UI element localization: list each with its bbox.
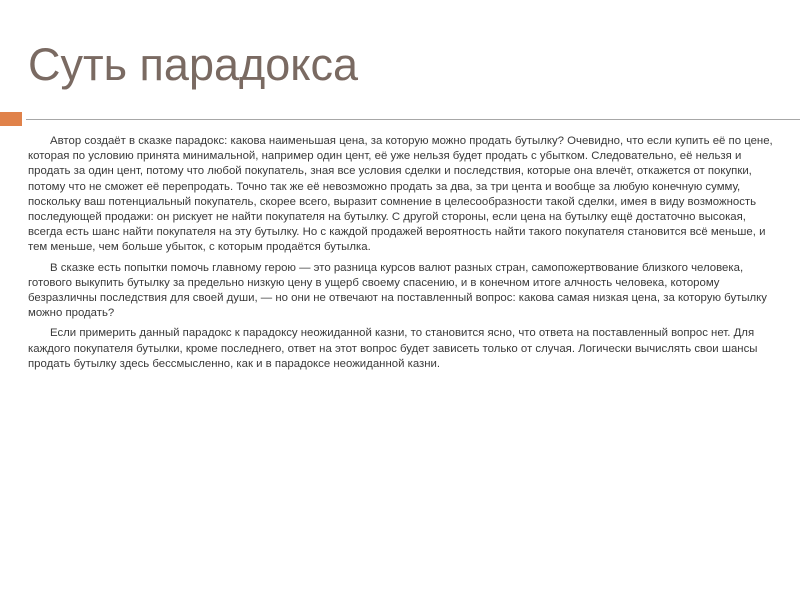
body-paragraph-2: В сказке есть попытки помочь главному герою — это разница курсов валют разных стран, самопожертвование близкого человека, готового выкупить бутылку за предельно низкую цену в ущерб своему спасению, и в конечном итоге алчность человека, которому безразличны последствия для своей души, — но они не отвечают на поставленный вопрос: какова самая низкая цена, за которую бутылку можно продать? [28, 261, 767, 320]
title-accent-block [0, 112, 22, 126]
body-paragraph-3: Если примерить данный парадокс к парадоксу неожиданной казни, то становится ясно, что ответа на поставленный вопрос нет. Для каждого покупателя бутылки, кроме последнего, ответ на этот вопрос будет зависеть только от случая. Логически вычислять свои шансы продать бутылку здесь бессмысленно, как и в парадоксе неожиданной казни. [28, 327, 758, 370]
slide-title: Суть парадокса [28, 39, 359, 90]
body-paragraph-1: Автор создаёт в сказке парадокс: какова наименьшая цена, за которую можно продать бутылку? Очевидно, что если купить её по цене, которая по условию принята минимальной, например один цент, её уже нельзя будет продать с убытком. Следовательно, её нельзя и продать за один цент, потому что любой покупатель, зная все условия сделки и последствия, которые она влечёт, откажется от покупки, потому что не сможет её перепродать. Точно так же её невозможно продать за два, за три цента и вообще за любую конечную сумму, поскольку ваш потенциальный покупатель, скорее всего, выразит сомнение в целесообразности такой сделки, имея в виду возможность последующей продажи: он рискует не найти покупателя на бутылку. С другой стороны, если цена на бутылку ещё достаточно высокая, всегда есть шанс найти покупателя на эту бутылку. Но с каждой продажей вероятность найти такого покупателя становится всё меньше, и тем меньше, чем больше убыток, с которым продаётся бутылка. [28, 135, 773, 254]
slide-body [28, 134, 776, 377]
title-underline [26, 119, 800, 120]
